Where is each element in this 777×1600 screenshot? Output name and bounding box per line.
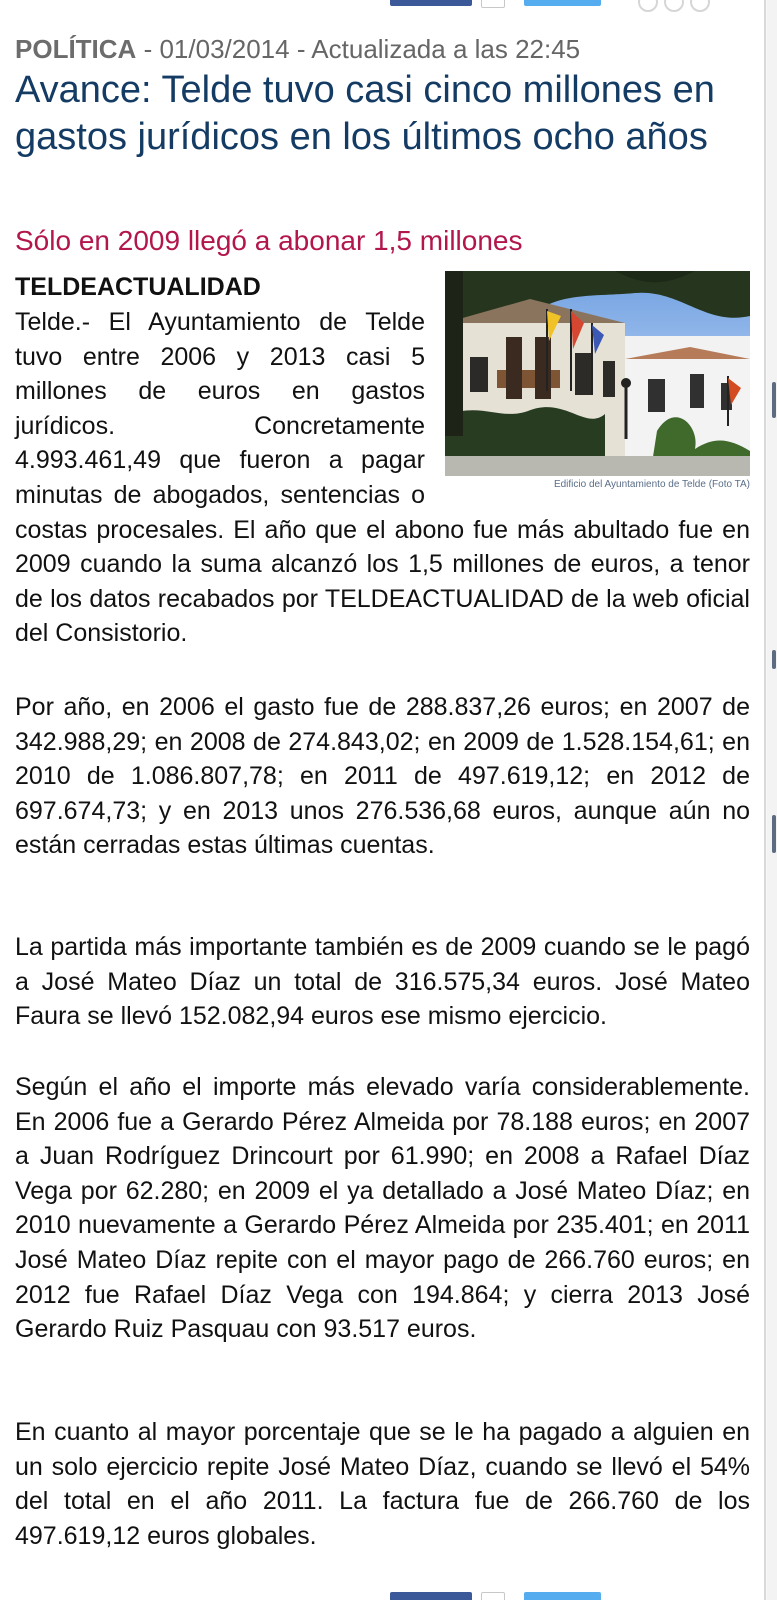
bottom-share-toolbar xyxy=(0,1592,766,1600)
updated-time: Actualizada a las 22:45 xyxy=(311,34,581,64)
share-count-box[interactable] xyxy=(481,1592,505,1600)
more-share-icon[interactable] xyxy=(664,0,684,12)
facebook-share-button[interactable] xyxy=(390,1592,472,1600)
article-lead-paragraph xyxy=(15,305,750,651)
share-count-box[interactable] xyxy=(481,0,505,8)
article-headline: Avance: Telde tuvo casi cinco millones en gastos jurídicos en los últimos ocho años xyxy=(15,69,715,158)
scroll-marker xyxy=(772,815,776,853)
article-source: TELDEACTUALIDAD xyxy=(15,273,261,301)
facebook-share-button[interactable] xyxy=(390,0,472,6)
article-metadata xyxy=(15,31,750,67)
lead-paragraph-text: Telde.- El Ayuntamiento de Telde tuvo entre 2006 y 2013 casi 5 millones de euros en gastos jurídicos. Concretamente 4.993.461,49 que fueron a pagar minutas de abogados, sentencias o costas procesales. El año que el abono fue más abultado fue en 2009 cuando la suma alcanzó los 1,5 millones de euros, a tenor de los datos recabados por TELDEACTUALIDAD de la web oficial del Consistorio. xyxy=(15,308,750,648)
scroll-marker xyxy=(772,382,776,418)
article-paragraph: En cuanto al mayor porcentaje que se le ha pagado a alguien en un solo ejercicio repite José Mateo Díaz, cuando se llevó el 54% del total en el año 2011. La factura fue de 266.760 de los 497.619,12 euros globales. xyxy=(15,1418,750,1550)
page-scrollbar[interactable] xyxy=(767,0,777,1600)
twitter-share-button[interactable] xyxy=(524,1592,601,1600)
article-subheadline: Sólo en 2009 llegó a abonar 1,5 millones xyxy=(15,225,523,256)
article-paragraph: Según el año el importe más elevado varía considerablemente. En 2006 fue a Gerardo Pérez Almeida por 78.188 euros; en 2007 a Juan Rodríguez Drincourt por 61.990; en 2008 a Rafael Díaz Vega por 62.280; en 2009 el ya detallado a José Mateo Díaz; en 2010 nuevamente a Gerardo Pérez Almeida por 235.401; en 2011 José Mateo Díaz repite con el mayor pago de 266.760 euros; en 2012 fue Rafael Díaz Vega con 194.864; y cierra 2013 José Gerardo Ruiz Pasquau con 93.517 euros. xyxy=(15,1073,750,1344)
photo-caption: Edificio del Ayuntamiento de Telde (Foto TA) xyxy=(553,479,750,490)
article-paragraph: La partida más importante también es de 2009 cuando se le pagó a José Mateo Díaz un total de 316.575,34 euros. José Mateo Faura se llevó 152.082,94 euros ese mismo ejercicio. xyxy=(15,933,750,1031)
publication-date: 01/03/2014 xyxy=(159,34,290,64)
top-share-toolbar xyxy=(0,0,766,6)
town-hall-illustration xyxy=(445,271,750,476)
section-label[interactable]: POLÍTICA xyxy=(15,34,137,64)
more-share-icon[interactable] xyxy=(638,0,658,12)
town-hall-photo xyxy=(445,271,750,499)
metadata-separator: - xyxy=(143,34,160,64)
twitter-share-button[interactable] xyxy=(524,0,601,6)
article-paragraph: Por año, en 2006 el gasto fue de 288.837,26 euros; en 2007 de 342.988,29; en 2008 de 274.843,02; en 2009 de 1.528.154,61; en 2010 de 1.086.807,78; en 2011 de 497.619,12; en 2012 de 697.674,73; y en 2013 unos 276.536,68 euros, aunque aún no están cerradas estas últimas cuentas. xyxy=(15,693,750,860)
scroll-marker xyxy=(772,650,776,669)
metadata-separator: - xyxy=(296,34,312,64)
town-hall-image xyxy=(445,271,750,476)
more-share-icon[interactable] xyxy=(690,0,710,12)
